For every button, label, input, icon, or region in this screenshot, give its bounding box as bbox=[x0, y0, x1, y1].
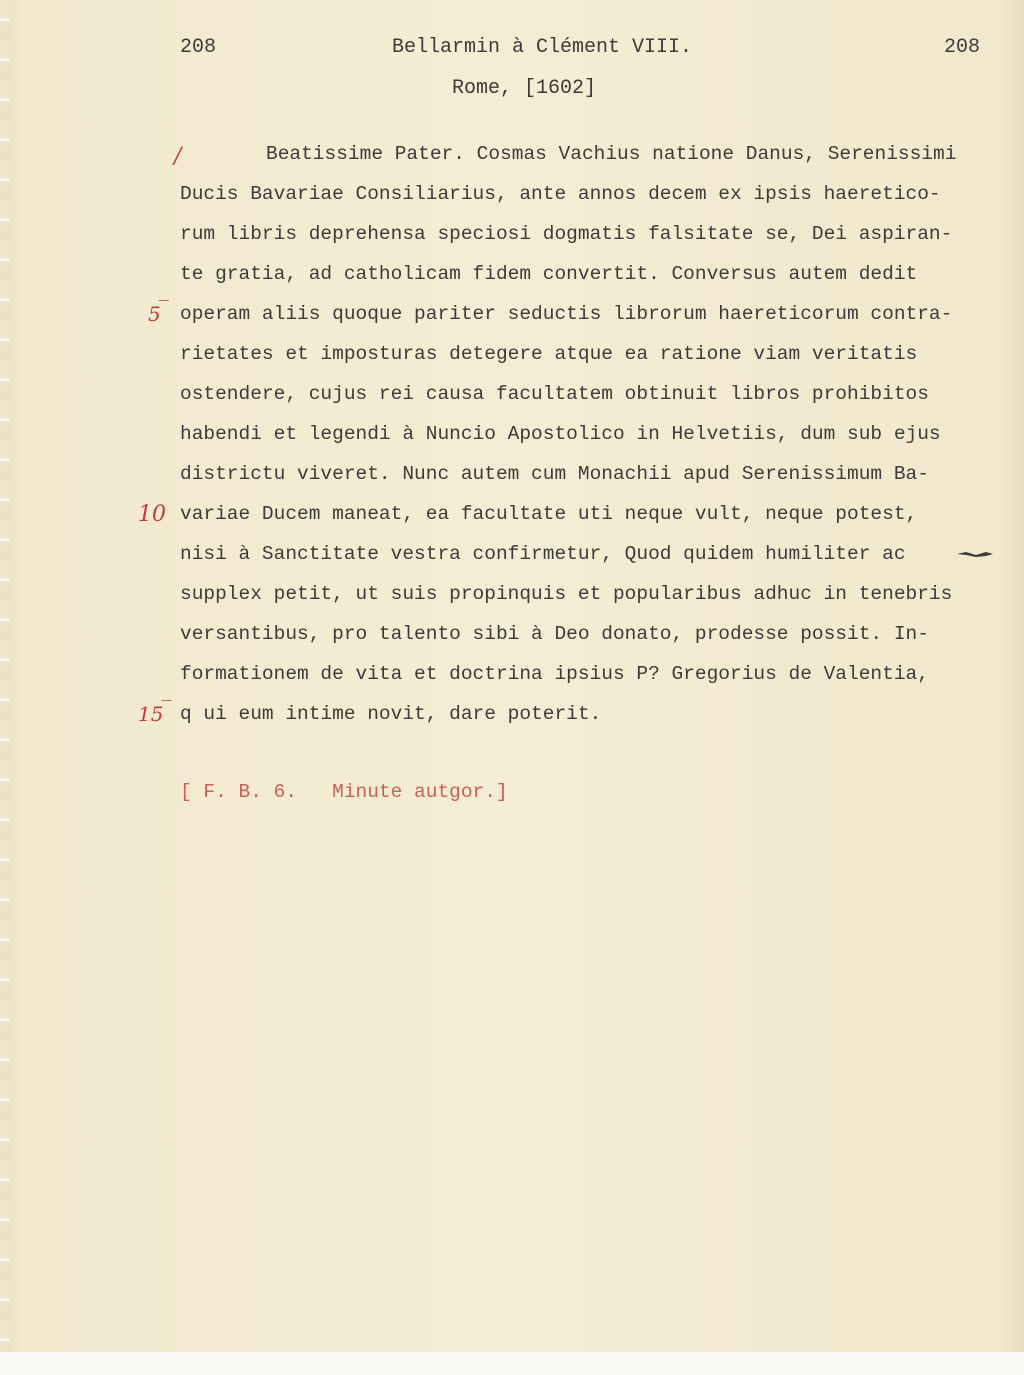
margin-mark-line-1: / bbox=[174, 144, 182, 169]
page-number-left: 208 bbox=[180, 36, 217, 59]
letter-line-13: versantibus, pro talento sibi à Deo donato, prodesse possit. In- bbox=[180, 623, 929, 645]
letter-line-11: nisi à Sanctitate vestra confirmetur, Quod quidem humiliter ac bbox=[180, 543, 906, 565]
letter-body bbox=[180, 144, 1000, 744]
letter-line-7: ostendere, cujus rei causa facultatem obtinuit libros prohibitos bbox=[180, 383, 929, 405]
struck-out-word bbox=[956, 550, 994, 558]
margin-mark-line-15: 15‾ bbox=[138, 696, 172, 726]
letter-line-2: Ducis Bavariae Consiliarius, ante annos decem ex ipsis haeretico- bbox=[180, 183, 941, 205]
letter-line-8: habendi et legendi à Nuncio Apostolico in Helvetiis, dum sub ejus bbox=[180, 423, 941, 445]
letter-line-14: formationem de vita et doctrina ipsius P? Gregorius de Valentia, bbox=[180, 663, 929, 685]
letter-line-5: operam aliis quoque pariter seductis librorum haereticorum contra- bbox=[180, 303, 953, 325]
letter-line-4: te gratia, ad catholicam fidem convertit. Conversus autem dedit bbox=[180, 263, 918, 285]
letter-line-10: variae Ducem maneat, ea facultate uti neque vult, neque potest, bbox=[180, 503, 918, 525]
date-line: Rome, [1602] bbox=[451, 77, 597, 100]
letter-line-12: supplex petit, ut suis propinquis et popularibus adhuc in tenebris bbox=[180, 583, 953, 605]
document-title: Bellarmin à Clément VIII. bbox=[391, 36, 693, 59]
letter-line-9: districtu viveret. Nunc autem cum Monachii apud Serenissimum Ba- bbox=[180, 463, 929, 485]
page-number-right: 208 bbox=[944, 36, 981, 59]
archive-reference: [ F. B. 6. Minute autgor.] bbox=[180, 781, 508, 803]
margin-mark-line-10: 10 bbox=[138, 502, 166, 527]
letter-line-6: rietates et imposturas detegere atque ea ratione viam veritatis bbox=[180, 343, 918, 365]
torn-left-edge bbox=[0, 0, 10, 1375]
scan-border-bottom bbox=[0, 1352, 1024, 1375]
margin-mark-line-5: 5‾ bbox=[148, 296, 169, 326]
letter-line-3: rum libris deprehensa speciosi dogmatis falsitate se, Dei aspiran- bbox=[180, 223, 953, 245]
letter-line-15: q ui eum intime novit, dare poterit. bbox=[180, 703, 602, 725]
letter-line-1: Beatissime Pater. Cosmas Vachius natione Danus, Serenissimi bbox=[266, 143, 957, 165]
